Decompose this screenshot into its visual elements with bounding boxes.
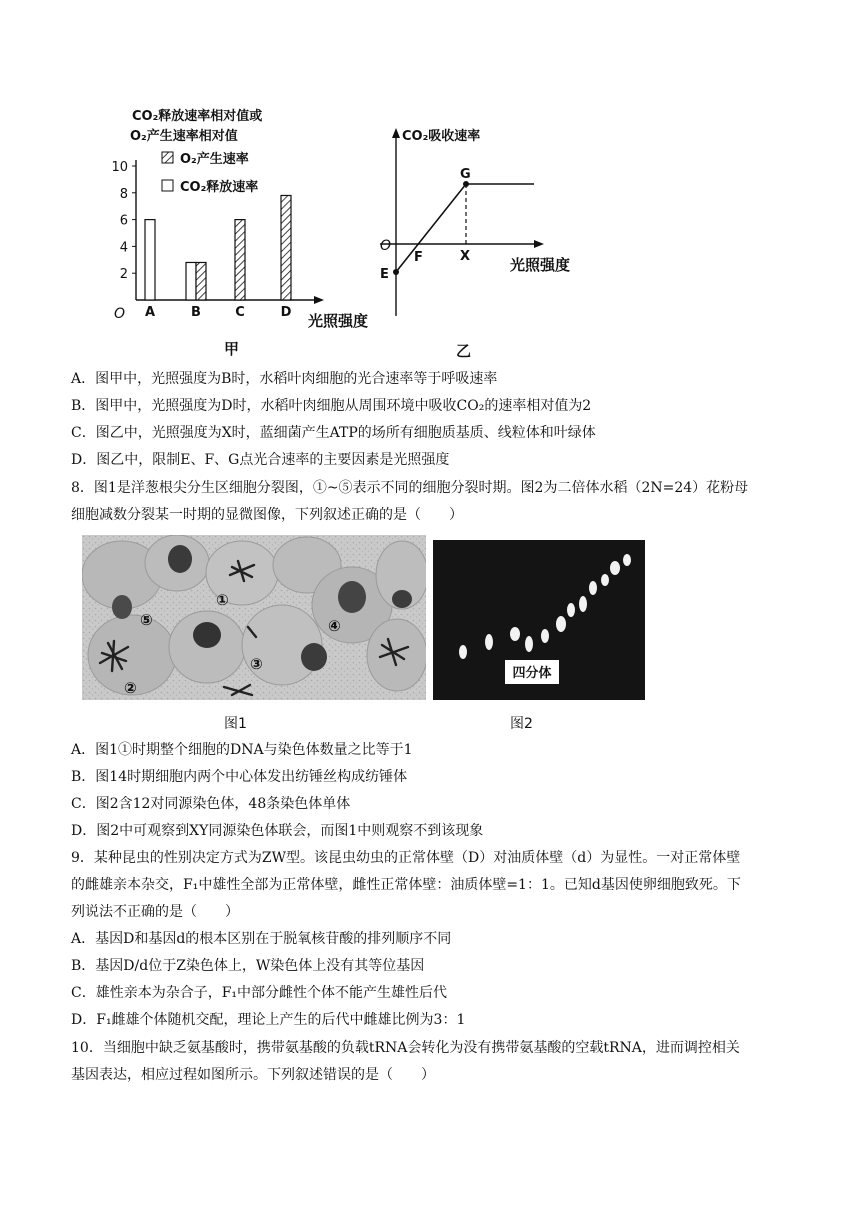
nucleus <box>392 590 412 608</box>
q7-option-b: B．图甲中，光照强度为D时，水稻叶肉细胞从周围环境中吸收CO₂的速率相对值为2 <box>71 398 592 414</box>
bar-co2-b <box>186 262 196 300</box>
chart-jia-ylabel-1: CO₂释放速率相对值或 <box>132 109 263 124</box>
q8-option-c: C．图2含12对同源染色体，48条染色体单体 <box>71 796 351 812</box>
q7-option-a: A．图甲中，光照强度为B时，水稻叶肉细胞的光合速率等于呼吸速率 <box>71 371 498 387</box>
chart-yi-label-e: E <box>380 267 389 282</box>
chart-yi-x-arrow <box>534 240 544 248</box>
legend-co2-label: CO₂释放速率 <box>180 180 259 195</box>
q8-stem-1: 8．图1是洋葱根尖分生区细胞分裂图，①~⑤表示不同的细胞分裂时期。图2为二倍体水稻（2N=24）花粉母 <box>71 480 749 496</box>
y-tick-label: 6 <box>119 213 128 229</box>
q10-stem-1: 10．当细胞中缺乏氨基酸时，携带氨基酸的负载tRNA会转化为没有携带氨基酸的空载tRNA，进而调控相关 <box>71 1040 740 1056</box>
q9-option-c: C．雄性亲本为杂合子，F₁中部分雌性个体不能产生雄性后代 <box>71 985 448 1001</box>
chart-jia <box>100 100 380 360</box>
marker-4: ④ <box>328 617 341 635</box>
chart-yi-point-e <box>393 269 399 275</box>
bar-o2-b <box>196 262 206 300</box>
legend-o2-swatch <box>162 152 173 163</box>
bar-o2-d <box>281 195 291 300</box>
x-tick-label-a: A <box>144 305 156 320</box>
chart-jia-ylabel-2: O₂产生速率相对值 <box>130 129 238 144</box>
q7-option-c: C．图乙中，光照强度为X时，蓝细菌产生ATP的场所有细胞质基质、线粒体和叶绿体 <box>71 425 596 441</box>
bar-co2-a <box>145 220 155 300</box>
nucleus <box>301 643 327 671</box>
tetrad-label: 四分体 <box>512 666 552 681</box>
marker-1: ① <box>216 591 229 609</box>
q8-stem-2: 细胞减数分裂某一时期的显微图像，下列叙述正确的是（ ） <box>71 507 463 523</box>
chart-yi-label-x: X <box>460 249 471 264</box>
chart-yi-label-g: G <box>460 167 471 182</box>
x-tick-label-b: B <box>191 305 201 320</box>
chart-yi-ylabel: CO₂吸收速率 <box>402 129 481 144</box>
chart-jia-title: 甲 <box>224 340 240 358</box>
chart-yi-label-f: F <box>414 250 423 265</box>
chart-jia-origin: O <box>114 306 126 322</box>
nucleus <box>112 595 132 619</box>
figure1-caption: 图1 <box>224 716 247 732</box>
chart-yi-title: 乙 <box>456 342 472 360</box>
marker-5: ⑤ <box>140 611 153 629</box>
nucleus <box>338 581 366 613</box>
q10-stem-2: 基因表达，相应过程如图所示。下列叙述错误的是（ ） <box>71 1067 435 1083</box>
bar-o2-c <box>235 220 245 300</box>
y-tick-label: 2 <box>119 267 128 283</box>
q7-option-d: D．图乙中，限制E、F、G点光合速率的主要因素是光照强度 <box>71 452 450 468</box>
q8-option-b: B．图14时期细胞内两个中心体发出纺锤丝构成纺锤体 <box>71 769 408 785</box>
marker-3: ③ <box>250 655 263 673</box>
figure2-micrograph <box>433 540 645 700</box>
x-tick-label-d: D <box>280 305 292 320</box>
chart-yi-y-arrow <box>392 128 400 138</box>
chart-jia-x-arrow <box>314 296 324 304</box>
q8-option-a: A．图1①时期整个细胞的DNA与染色体数量之比等于1 <box>71 742 413 758</box>
nucleus <box>168 545 192 573</box>
chart-yi-origin: O <box>380 238 392 254</box>
q9-stem-3: 列说法不正确的是（ ） <box>71 904 239 920</box>
q9-option-a: A．基因D和基因d的根本区别在于脱氧核苷酸的排列顺序不同 <box>71 931 452 947</box>
q9-stem-2: 的雌雄亲本杂交，F₁中雄性全部为正常体壁，雌性正常体壁：油质体壁=1：1。已知d基因使卵细胞致死。下 <box>71 877 741 893</box>
q9-option-d: D．F₁雌雄个体随机交配，理论上产生的后代中雌雄比例为3：1 <box>71 1012 466 1028</box>
q9-option-b: B．基因D/d位于Z染色体上，W染色体上没有其等位基因 <box>71 958 425 974</box>
marker-2: ② <box>124 679 137 697</box>
y-tick-label: 8 <box>119 186 128 202</box>
legend-o2-label: O₂产生速率 <box>180 152 249 167</box>
chart-yi-xlabel: 光照强度 <box>510 256 571 274</box>
chart-yi <box>370 120 600 320</box>
chart-jia-bars <box>145 195 291 300</box>
legend-co2-swatch <box>162 180 173 191</box>
y-tick-label: 10 <box>111 160 128 175</box>
chart-jia-xlabel: 光照强度 <box>308 312 369 330</box>
q8-option-d: D．图2中可观察到XY同源染色体联会，而图1中则观察不到该现象 <box>71 823 484 839</box>
q9-stem-1: 9．某种昆虫的性别决定方式为ZW型。该昆虫幼虫的正常体壁（D）对油质体壁（d）为显性。一对正常体壁 <box>71 850 741 866</box>
figure1-micrograph <box>82 535 426 700</box>
y-tick-label: 4 <box>119 240 128 256</box>
nucleus <box>193 622 221 648</box>
x-tick-label-c: C <box>235 305 245 320</box>
figure2-caption: 图2 <box>510 716 533 732</box>
